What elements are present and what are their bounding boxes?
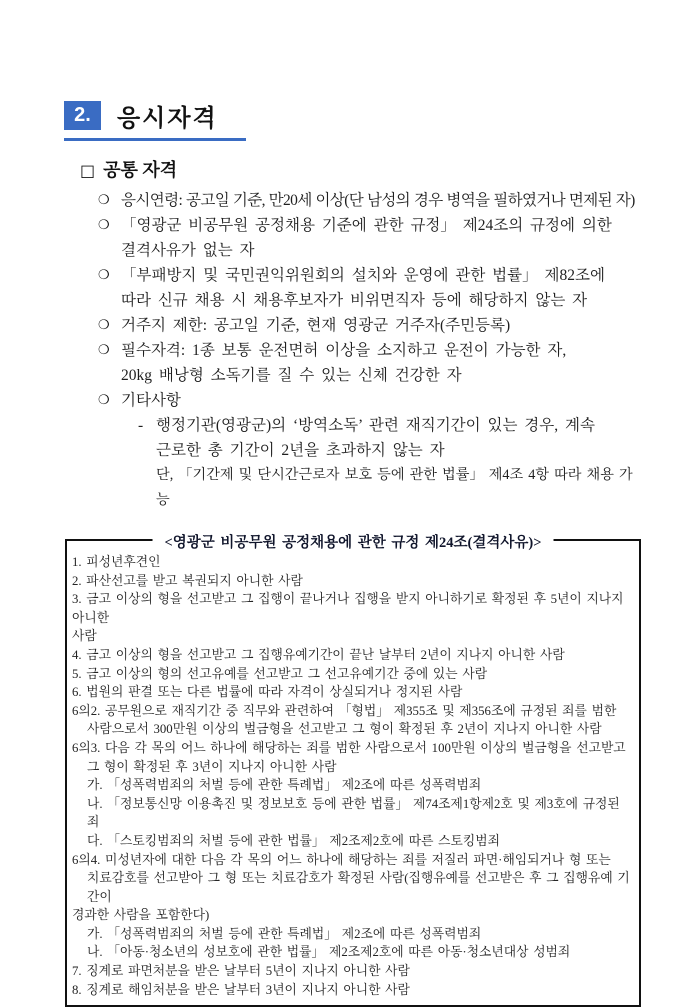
sub-item-text: 근로한 총 기간이 2년을 초과하지 않는 자 [156,442,445,459]
rule-line: 나. 「아동·청소년의 성보호에 관한 법률」 제2조제2호에 따른 아동·청소년대상 성범죄 [87,945,571,960]
group-heading [80,156,642,182]
rule-line: 가. 「성폭력범죄의 처벌 등에 관한 특례법」 제2조에 따른 성폭력범죄 [87,778,482,793]
rule-line: 그 형이 확정된 후 3년이 지나지 아니한 사람 [87,759,337,774]
circle-bullet-icon: ❍ [98,193,110,208]
section-number-badge: 2. [64,101,101,130]
list-item-text: 20kg 배낭형 소독기를 질 수 있는 신체 건강한 자 [121,367,462,384]
rule-line: 8. 징계로 해임처분을 받은 날부터 3년이 지나지 아니한 사람 [72,982,410,997]
square-bullet-icon: □ [80,161,96,180]
sub-item [138,413,642,513]
list-item [98,338,642,388]
rule-line: 6의4. 미성년자에 대한 다음 각 목의 어느 하나에 해당하는 죄를 저질러 파면·해임되거나 형 또는 [72,852,611,867]
rule-line: 6의3. 다음 각 목의 어느 하나에 해당하는 죄를 범한 사람으로서 100만원 이상의 벌금형을 선고받고 [72,740,626,755]
list-item [98,213,642,263]
circle-bullet-icon: ❍ [98,318,110,333]
list-item [98,388,642,413]
rule-line: 3. 금고 이상의 형을 선고받고 그 집행이 끝나거나 집행을 받지 아니하기로 확정된 후 5년이 지나지 아니한 [72,592,624,625]
rule-line: 경과한 사람을 포함한다) [72,908,210,923]
rule-line: 6의2. 공무원으로 재직기간 중 직무와 관련하여 「형법」 제355조 및 제356조에 규정된 죄를 범한 [72,703,617,718]
list-item-text: 필수자격: 1종 보통 운전면허 이상을 소지하고 운전이 가능한 자, [121,342,567,359]
group-heading-label: 공통 자격 [103,160,178,180]
circle-bullet-icon: ❍ [98,218,110,233]
list-item [98,188,642,213]
sub-item-text: 단, 「기간제 및 단시간근로자 보호 등에 관한 법률」 제4조 4항 따라 채용 가능 [156,467,633,508]
circle-bullet-icon: ❍ [98,343,110,358]
section-header [64,98,246,141]
page-title: 응시자격 [117,105,218,132]
qualification-list [98,188,642,513]
list-item-text: 「부패방지 및 국민권익위원회의 설치와 운영에 관한 법률」 제82조에 [121,267,605,284]
dash-bullet-icon: - [138,417,144,434]
list-item-text: 「영광군 비공무원 공정채용 기준에 관한 규정」 제24조의 규정에 의한 [121,217,612,234]
rule-line: 사람 [72,629,97,644]
list-item-text: 기타사항 [121,392,181,409]
list-item [98,313,642,338]
rule-line: 6. 법원의 판결 또는 다른 법률에 따라 자격이 상실되거나 정지된 사람 [72,685,463,700]
regulation-box-title: <영광군 비공무원 공정채용에 관한 규정 제24조(결격사유)> [153,531,554,552]
rule-line: 4. 금고 이상의 형을 선고받고 그 집행유예기간이 끝난 날부터 2년이 지나지 아니한 사람 [72,647,565,662]
list-item [98,263,642,313]
rule-line: 1. 피성년후견인 [72,555,161,569]
circle-bullet-icon: ❍ [98,393,110,408]
rule-line: 2. 파산선고를 받고 복권되지 아니한 사람 [72,573,303,588]
list-item-text: 응시연령: 공고일 기준, 만20세 이상(단 남성의 경우 병역을 필하였거나 면제된 자) [121,192,635,209]
rule-line: 가. 「성폭력범죄의 처벌 등에 관한 특례법」 제2조에 따른 성폭력범죄 [87,926,482,941]
list-item-text: 따라 신규 채용 시 채용후보자가 비위면직자 등에 해당하지 않는 자 [121,292,588,309]
rule-line: 치료감호를 선고받아 그 형 또는 치료감호가 확정된 사람(집행유예를 선고받은 후 그 집행유예 기간이 [87,871,630,904]
rule-line: 다. 「스토킹범죄의 처벌 등에 관한 법률」 제2조제2호에 따른 스토킹범죄 [87,833,500,848]
rule-line: 7. 징계로 파면처분을 받은 날부터 5년이 지나지 아니한 사람 [72,964,410,979]
circle-bullet-icon: ❍ [98,268,110,283]
list-item-text: 거주지 제한: 공고일 기준, 현재 영광군 거주자(주민등록) [121,317,511,334]
regulation-box [65,535,641,1007]
rule-line: 5. 금고 이상의 형의 선고유예를 선고받고 그 선고유예기간 중에 있는 사람 [72,666,488,681]
sub-item-text: 행정기관(영광군)의 ‘방역소독’ 관련 재직기간이 있는 경우, 계속 [156,417,595,434]
list-item-text: 결격사유가 없는 자 [121,242,255,259]
rule-line: 나. 「정보통신망 이용촉진 및 정보보호 등에 관한 법률」 제74조제1항제2호 및 제3호에 규정된 죄 [87,796,620,830]
rule-line: 사람으로서 300만원 이상의 벌금형을 선고받고 그 형이 확정된 후 2년이 지나지 아니한 사람 [87,722,602,737]
